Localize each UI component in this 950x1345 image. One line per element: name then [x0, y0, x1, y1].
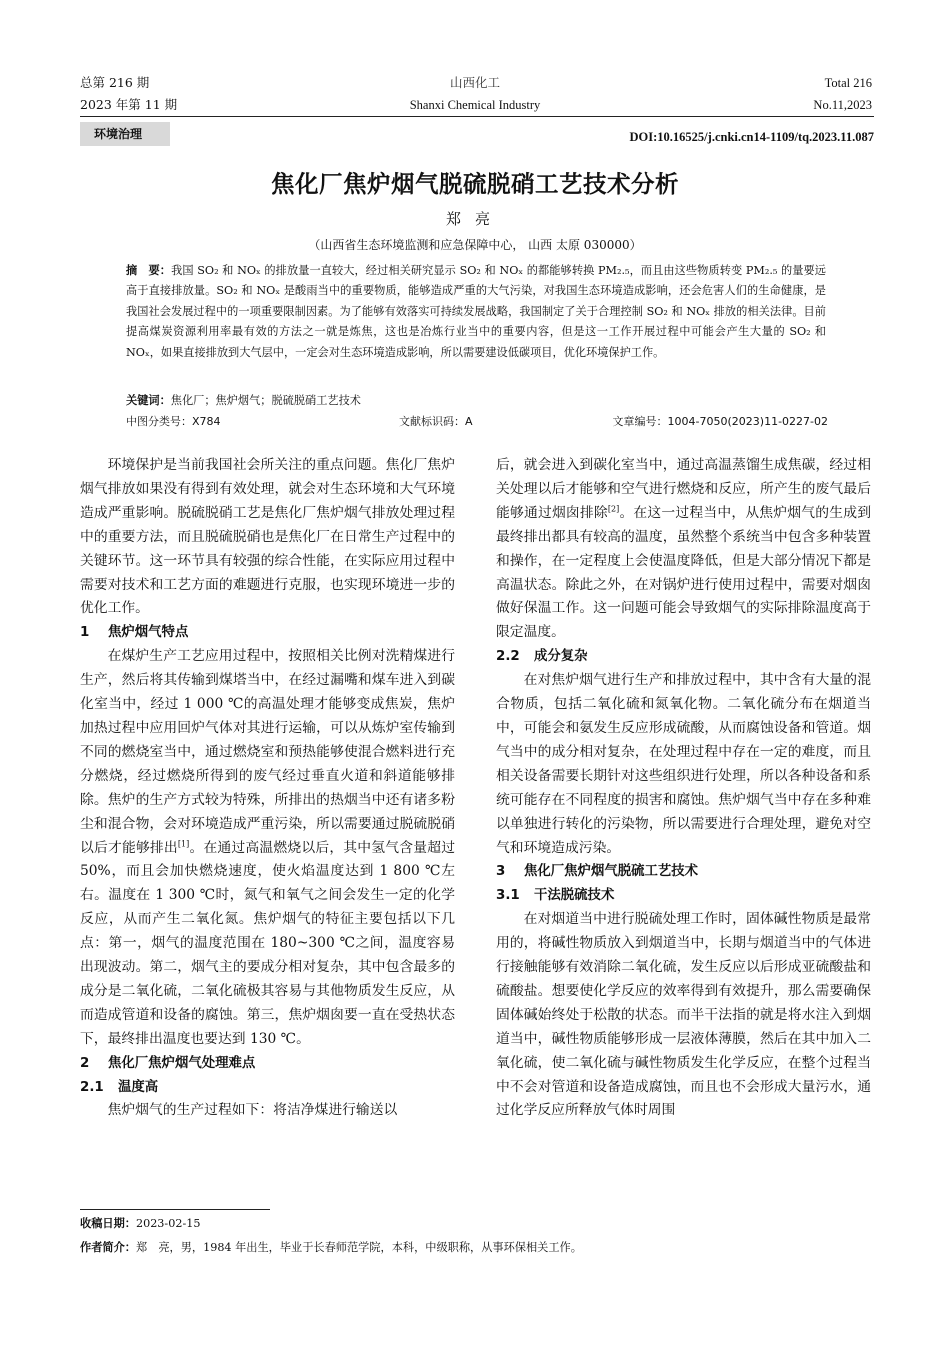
heading-1-number: 1	[80, 625, 90, 641]
heading-2-2	[496, 645, 871, 669]
bio-label: 作者简介：	[80, 1241, 136, 1254]
author-affiliation: （山西省生态环境监测和应急保障中心， 山西 太原 030000）	[308, 238, 642, 252]
heading-2-2-text: 成分复杂	[534, 649, 588, 665]
citation-1[interactable]: [1]	[177, 838, 190, 848]
bio-text: 郑 亮，男，1984 年出生，毕业于长春师范学院，本科，中级职称，从事环保相关工作。	[135, 1241, 582, 1254]
heading-2-1	[80, 1076, 455, 1100]
abstract	[126, 261, 826, 363]
heading-2-1-text: 温度高	[118, 1079, 159, 1095]
heading-1	[80, 621, 455, 645]
issue-total-en: Total 216	[824, 76, 872, 90]
paragraph-3-1: 在对烟道当中进行脱硫处理工作时，固体碱性物质是最常用的，将碱性物质放入到烟道当中，长期与烟道当中的气体进行接触能够有效消除二氧化硫，发生反应以后形成亚硫酸盐和硫酸盐。想要使化学反应的效率得到有效提升，那么需要确保固体碱始终处于松散的状态。而半干法指的就是将水注入到烟道当中，碱性物质能够形成一层液体薄膜，然后在其中加入二氧化硫，使二氧化硫与碱性物质发生化学反应，在整个过程当中不会对管道和设备造成腐蚀，而且也不会形成大量污水，通过化学反应所释放气体时周围	[496, 911, 871, 1119]
footnote-rule	[80, 1209, 270, 1210]
body-right-column	[496, 454, 871, 1123]
abstract-label: 摘 要：	[126, 264, 172, 277]
header-rule	[80, 116, 874, 117]
heading-3-1-number: 3.1	[496, 888, 520, 904]
heading-2	[80, 1052, 455, 1076]
heading-3-text: 焦化厂焦炉烟气脱硫工艺技术	[524, 864, 699, 880]
paragraph-intro: 环境保护是当前我国社会所关注的重点问题。焦化厂焦炉烟气排放如果没有得到有效处理，就会对生态环境和大气环境造成严重影响。脱硫脱硝工艺是焦化厂焦炉烟气排放处理过程中的重要方法，而且脱硫脱硝也是焦化厂在日常生产过程中的关键环节。这一环节具有较强的综合性能，在实际应用过程中需要对技术和工艺方面的难题进行克服，也实现环境进一步的优化工作。	[80, 457, 455, 617]
paragraph-1-part-a: 在煤炉生产工艺应用过程中，按照相关比例对洗精煤进行生产，然后将其传输到煤塔当中，在经过漏嘴和煤车进入到碳化室当中，经过 1 000 ℃的高温处理才能够变成焦炭，焦炉加热过程中应用回炉气体对其进行运输，可以从炼炉室传输到不同的燃烧室当中，通过燃烧室和预热能够使混合燃料进行充分燃烧，经过燃烧所得到的废气经过垂直火道和斜道能够排除。焦炉的生产方式较为特殊，所排出的热烟当中还有诸多粉尘和混合物，会对环境造成严重污染，所以需要通过脱硫脱硝以后才能够排出	[80, 648, 455, 856]
keywords	[126, 392, 826, 410]
issue-en: No.11,2023	[813, 98, 872, 112]
heading-2-2-number: 2.2	[496, 649, 520, 665]
journal-name-en: Shanxi Chemical Industry	[409, 98, 541, 112]
keywords-label: 关键词：	[126, 394, 171, 407]
article-title: 焦化厂焦炉烟气脱硫脱硝工艺技术分析	[271, 170, 679, 198]
heading-2-text: 焦化厂焦炉烟气处理难点	[108, 1055, 256, 1071]
received-date	[80, 1216, 200, 1232]
citation-2[interactable]: [2]	[607, 504, 620, 514]
paragraph-2-1-continued	[496, 454, 871, 645]
doi: DOI:10.16525/j.cnki.cn14-1109/tq.2023.11.087	[629, 130, 874, 144]
paragraph-1	[80, 645, 455, 1051]
document-code: 文献标识码：A	[399, 415, 473, 428]
abstract-text: 我国 SO₂ 和 NOₓ 的排放量一直较大，经过相关研究显示 SO₂ 和 NOₓ 的都能够转换 PM₂.₅，而且由这些物质转变 PM₂.₅ 的量要远高于直接排放量。SO₂ 和 NOₓ 是酸雨当中的重要物质，能够造成严重的大气污染，对我国生态环境造成影响，还会危害人们的生命健康，是我国社会发展过程中的一项重要限制因素。为了能够有效落实可持续发展战略，我国制定了关于合理控制 SO₂ 和 NOₓ 排放的相关法律。目前提高煤炭资源利用率最有效的方法之一就是炼焦，这也是冶炼行业当中的重要内容，但是这一工作开展过程中可能会产生大量的 SO₂ 和 NOₓ，如果直接排放到大气层中，一定会对生态环境造成影响，所以需要建设低碳项目，优化环境保护工作。	[126, 264, 826, 359]
clc-number: 中图分类号：X784	[126, 415, 221, 428]
heading-3-number: 3	[496, 864, 506, 880]
paragraph-1-part-b: 。在通过高温燃烧以后，其中氢气含量超过 50%，而且会加快燃烧速度，使火焰温度达到 1 800 ℃左右。温度在 1 300 ℃时，氮气和氧气之间会发生一定的化学反应，从而产生二氧化氮。焦炉烟气的特征主要包括以下几点：第一，烟气的温度范围在 180~300 ℃之间，温度容易出现波动。第二，烟气主的要成分相对复杂，其中包含最多的成分是二氧化硫，二氧化硫极其容易与其他物质发生反应，从而造成管道和设备的腐蚀。第三，焦炉烟囱要一直在受热状态下，最终排出温度也要达到 130 ℃。	[80, 839, 456, 1047]
section-tag: 环境治理	[80, 122, 170, 146]
received-label: 收稿日期：	[80, 1217, 136, 1230]
article-number: 文章编号：1004-7050(2023)11-0227-02	[612, 415, 828, 428]
paragraph-2-1-cont-part-a: 后，就会进入到碳化室当中，通过高温蒸馏生成焦碳，经过相关处理以后才能够和空气进行燃烧和反应，所产生的废气最后能够通过烟囱排除	[496, 457, 871, 521]
heading-3	[496, 860, 871, 884]
body-left-column	[80, 454, 455, 1123]
keywords-text: 焦化厂；焦炉烟气；脱硫脱硝工艺技术	[170, 394, 361, 407]
received-value: 2023-02-15	[135, 1217, 201, 1230]
paragraph-2-2: 在对焦炉烟气进行生产和排放过程中，其中含有大量的混合物质，包括二氧化硫和氮氧化物。二氧化硫分布在烟道当中，可能会和氨发生反应形成硫酸，从而腐蚀设备和管道。烟气当中的成分相对复杂，在处理过程中存在一定的难度，而且相关设备需要长期针对这些组织进行处理，所以各种设备和系统可能存在不同程度的损害和腐蚀。焦炉烟气当中存在多种难以单独进行转化的污染物，所以需要进行合理处理，避免对空气和环境造成污染。	[496, 672, 871, 856]
paragraph-2-1-cont-part-b: 。在这一过程当中，从焦炉烟气的生成到最终排出都具有较高的温度，虽然整个系统当中包含多种装置和操作，在一定程度上会使温度降低，但是大部分情况下都是高温状态。除此之外，在对锅炉进行使用过程中，需要对烟囱做好保温工作。这一问题可能会导致烟气的实际排除温度高于限定温度。	[496, 504, 872, 641]
author-bio	[80, 1240, 582, 1256]
heading-2-number: 2	[80, 1055, 90, 1071]
journal-name-cn: 山西化工	[449, 75, 500, 90]
heading-2-1-number: 2.1	[80, 1079, 104, 1095]
paragraph-2-1: 焦炉烟气的生产过程如下：将洁净煤进行输送以	[107, 1102, 398, 1119]
issue-total-cn: 总第 216 期	[80, 75, 150, 90]
heading-1-text: 焦炉烟气特点	[108, 625, 189, 641]
heading-3-1-text: 干法脱硫技术	[534, 888, 615, 904]
issue-cn: 2023 年第 11 期	[80, 97, 178, 112]
author-name: 郑亮	[445, 210, 504, 228]
heading-3-1	[496, 884, 871, 908]
